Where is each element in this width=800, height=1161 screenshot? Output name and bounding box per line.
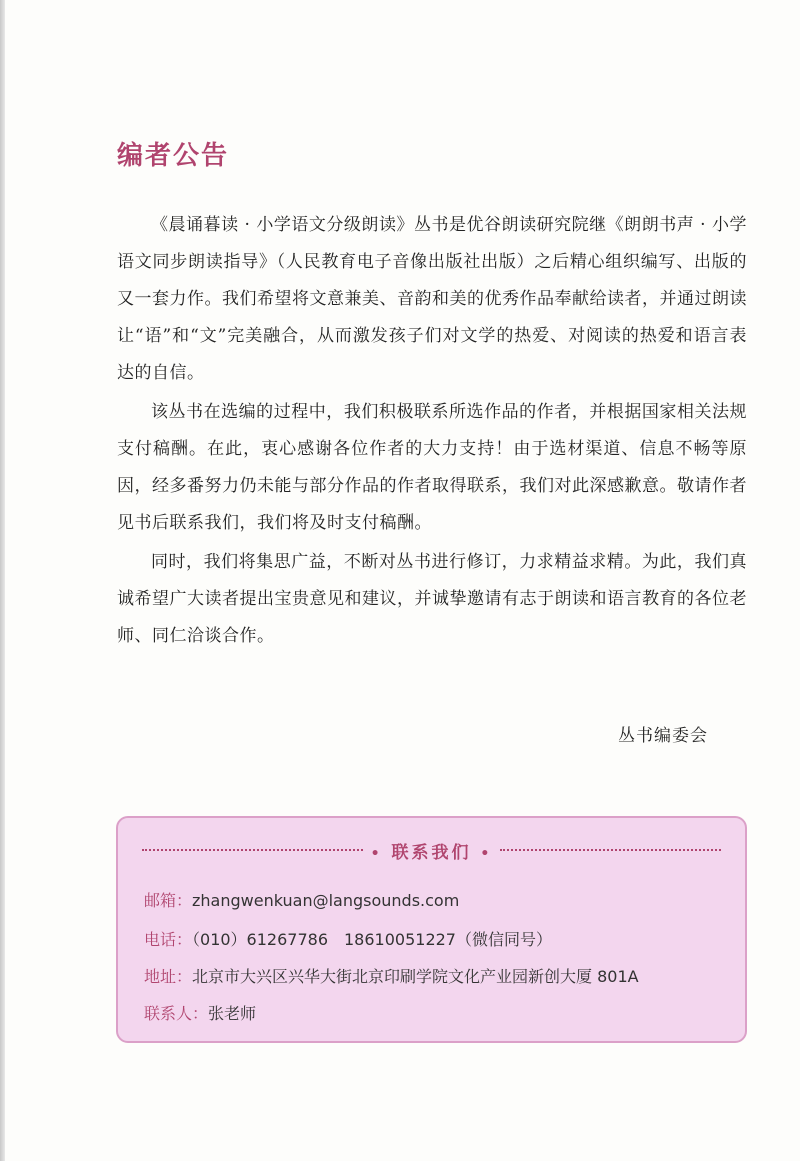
phone-value-landline[interactable]: （010）61267786: [192, 930, 328, 949]
contact-person-label: 联系人：: [144, 1004, 209, 1023]
bullet-icon: •: [480, 845, 493, 862]
page-edge: [0, 0, 5, 1161]
contact-person-row: [144, 1001, 256, 1024]
contact-box: [116, 816, 747, 1043]
email-row: [144, 888, 459, 911]
page-title: 编者公告: [117, 141, 230, 171]
email-value[interactable]: zhangwenkuan@langsounds.com: [192, 891, 460, 910]
contact-person-value: 张老师: [208, 1004, 257, 1023]
signature: 丛书编委会: [618, 726, 708, 746]
address-row: [144, 964, 639, 987]
bullet-icon: •: [370, 845, 383, 862]
contact-title: [363, 838, 501, 863]
paragraph: 该丛书在选编的过程中，我们积极联系所选作品的作者，并根据国家相关法规支付稿酬。在此，衷心感谢各位作者的大力支持！由于选材渠道、信息不畅等原因，经多番努力仍未能与部分作品的作者取得联系，我们对此深感歉意。敬请作者见书后联系我们，我们将及时支付稿酬。: [117, 402, 747, 533]
address-label: 地址：: [144, 967, 193, 986]
dotted-divider-right: [500, 849, 721, 851]
dotted-divider-left: [142, 849, 363, 851]
paragraph: 《晨诵暮读 · 小学语文分级朗读》丛书是优谷朗读研究院继《朗朗书声 · 小学语文同步朗读指导》（人民教育电子音像出版社出版）之后精心组织编写、出版的又一套力作。我们希望将文意兼美、音韵和美的优秀作品奉献给读者，并通过朗读让“语”和“文”完美融合，从而激发孩子们对文学的热爱、对阅读的热爱和语言表达的自信。: [117, 215, 747, 383]
phone-value-mobile[interactable]: 18610051227（微信同号）: [344, 930, 552, 949]
phone-label: 电话：: [144, 930, 193, 949]
paragraph: 同时，我们将集思广益，不断对丛书进行修订，力求精益求精。为此，我们真诚希望广大读者提出宝贵意见和建议，并诚挚邀请有志于朗读和语言教育的各位老师、同仁洽谈合作。: [117, 552, 747, 646]
contact-header: [142, 840, 721, 863]
email-label: 邮箱：: [144, 891, 193, 910]
phone-row: [144, 927, 552, 950]
notice-body: [117, 207, 747, 657]
address-value: 北京市大兴区兴华大街北京印刷学院文化产业园新创大厦 801A: [192, 967, 639, 986]
contact-title-text: 联系我们: [391, 842, 472, 863]
